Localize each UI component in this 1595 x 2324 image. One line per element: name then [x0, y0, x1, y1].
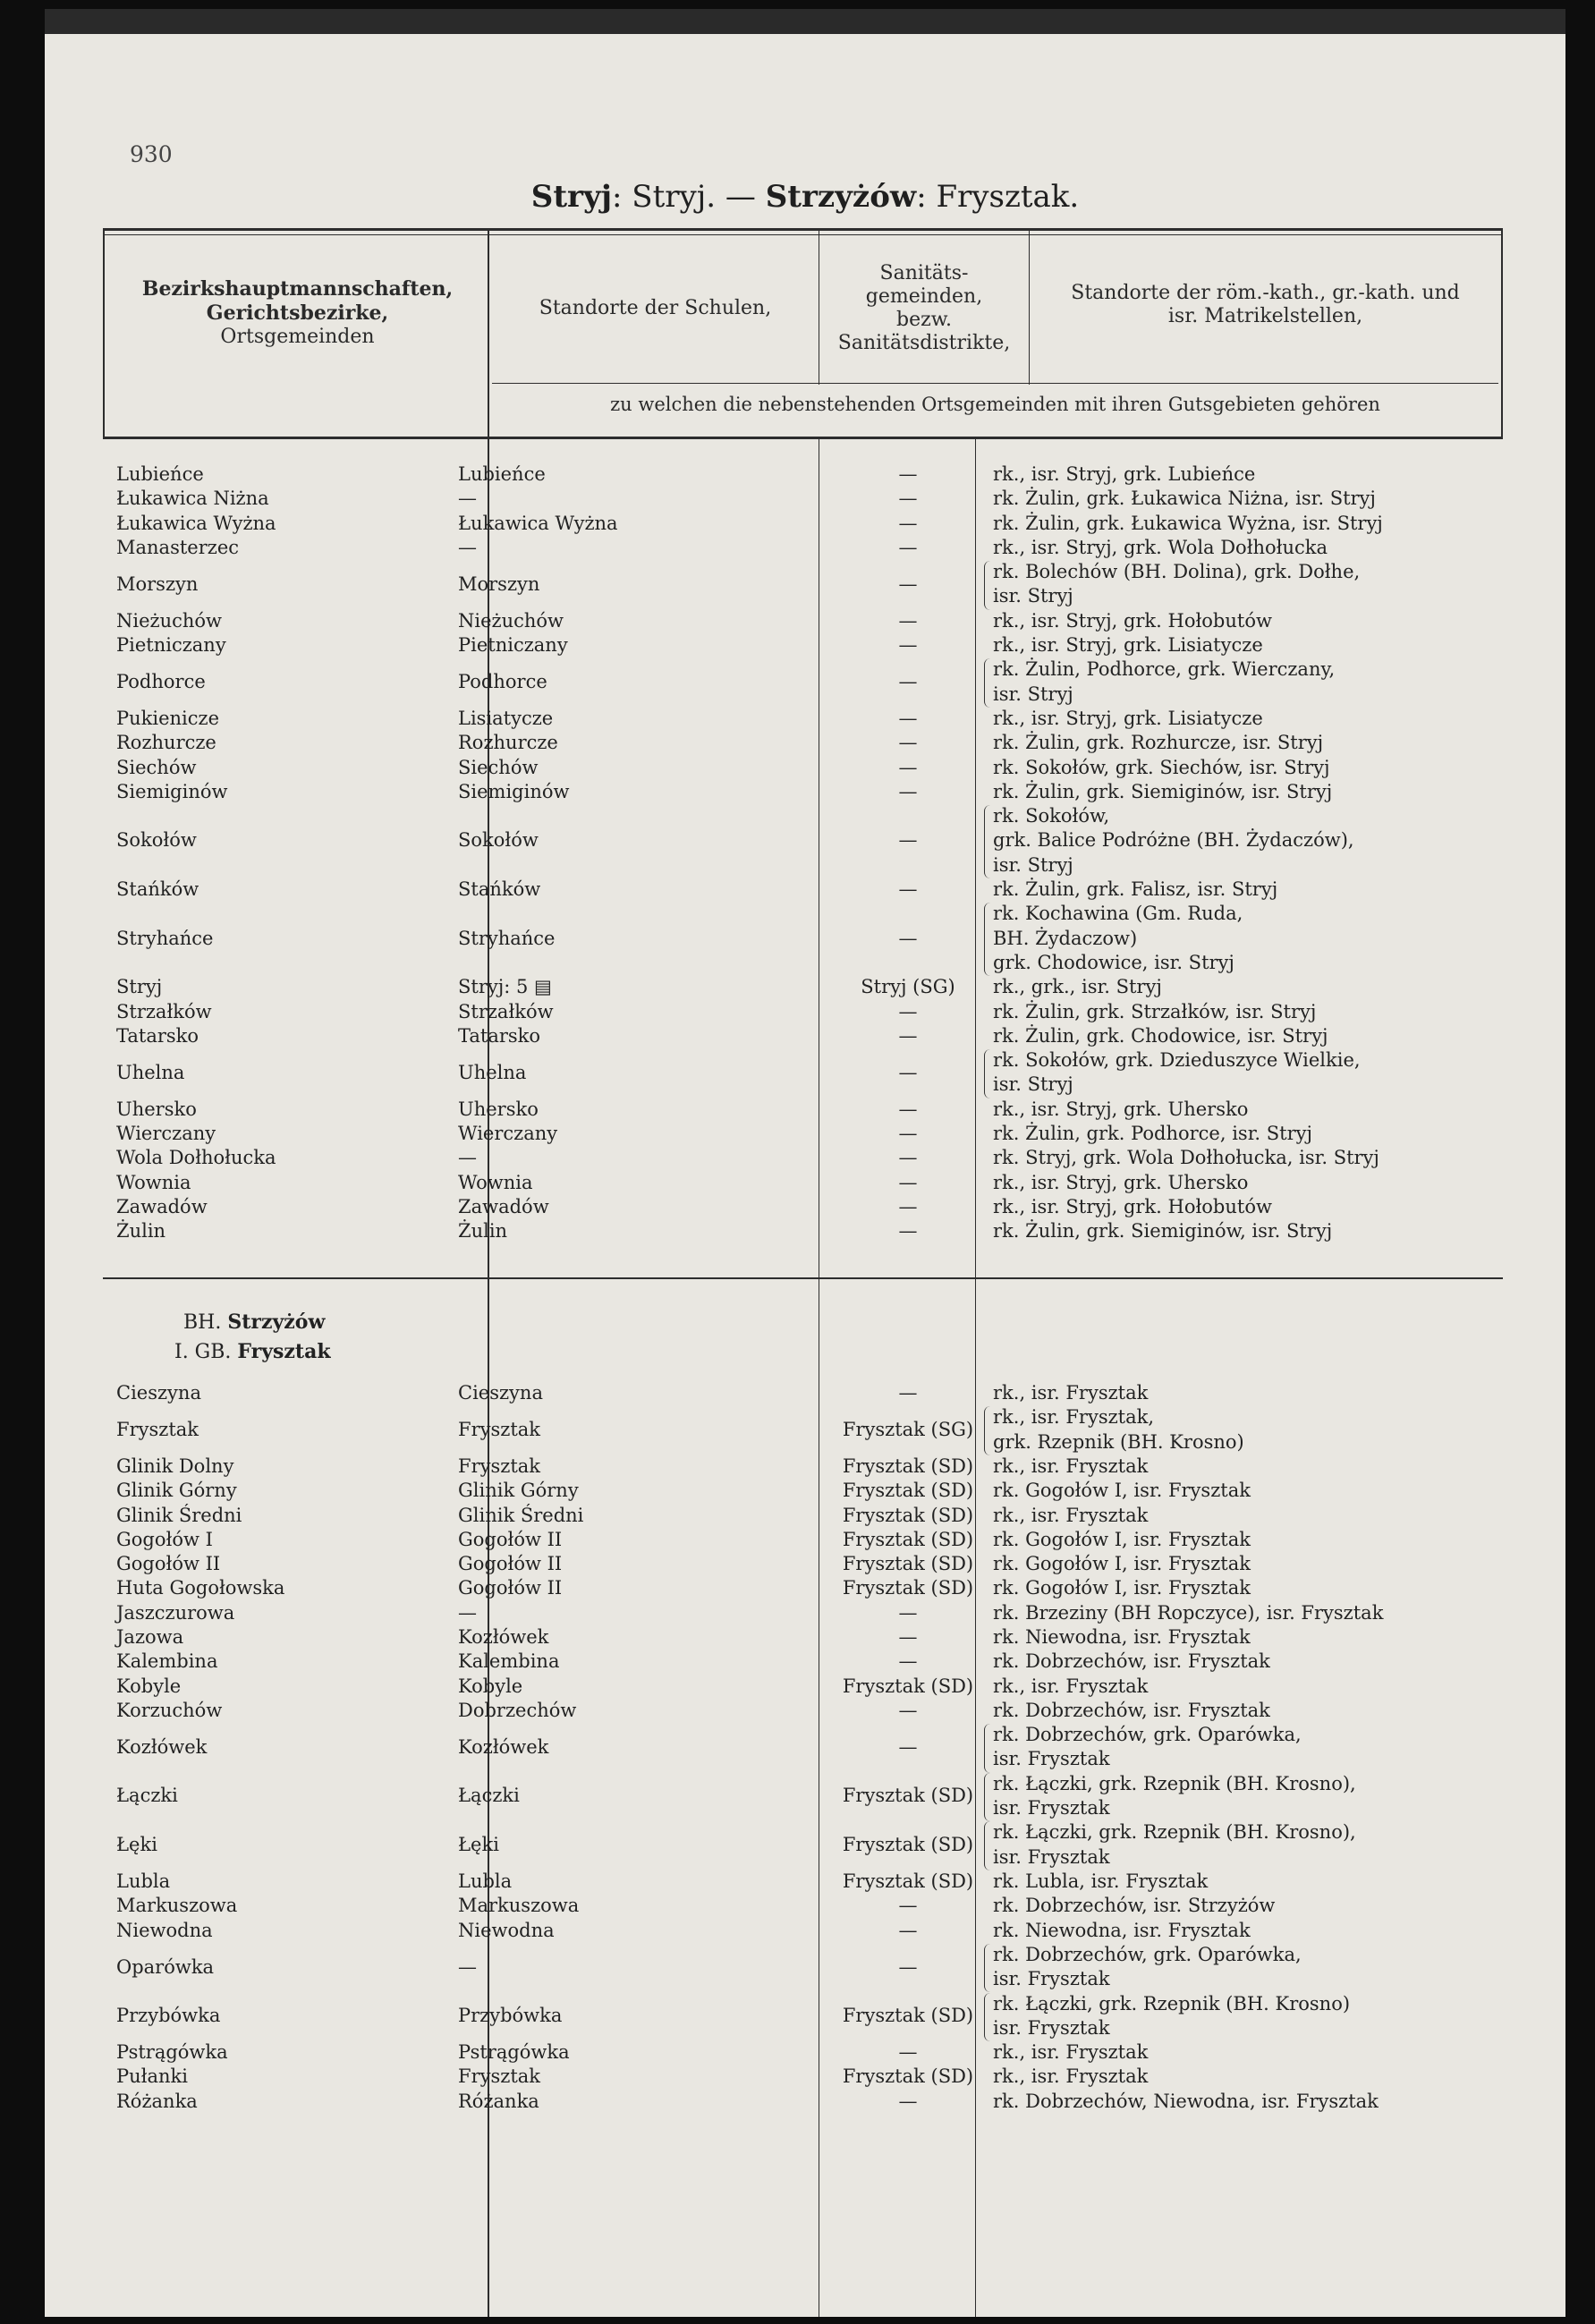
cell-gemeinde: Łączki	[116, 1785, 178, 1807]
cell-gemeinde: Glinik Dolny	[116, 1455, 234, 1477]
cell-schule: Uhelna	[458, 1061, 527, 1083]
cell-schule: Siechów	[458, 756, 539, 778]
cell-gemeinde: Lubla	[116, 1870, 171, 1892]
cell-matrikel: rk. Żulin, grk. Rozhurcze, isr. Stryj	[993, 732, 1324, 754]
cell-schule: Morszyn	[458, 573, 540, 595]
cell-gemeinde: Łukawica Wyżna	[116, 512, 276, 534]
cell-schule: Glinik Górny	[458, 1480, 579, 1502]
cell-gemeinde: Nieżuchów	[116, 609, 223, 632]
cell-matrikel: rk., isr. Stryj, grk. Hołobutów	[993, 1196, 1272, 1217]
cell-sanitat: —	[898, 829, 918, 852]
cell-matrikel: rk., isr. Frysztak	[993, 2065, 1149, 2088]
cell-schule: Kalembina	[458, 1650, 560, 1673]
cell-matrikel: rk. Gogołów I, isr. Frysztak	[993, 1480, 1251, 1502]
cell-matrikel: rk. Sokołów, grk. Siechów, isr. Stryj	[993, 756, 1330, 778]
title-district1: Stryj	[530, 179, 613, 215]
cell-sanitat: —	[898, 732, 918, 754]
cell-gemeinde: Korzuchów	[116, 1699, 223, 1721]
cell-gemeinde: Żulin	[116, 1220, 166, 1243]
cell-schule: Frysztak	[458, 2065, 540, 2088]
cell-gemeinde: Różanka	[116, 2090, 198, 2112]
title-separator: —	[725, 179, 756, 215]
cell-sanitat: —	[898, 671, 918, 693]
brace-mark	[984, 1821, 990, 1870]
cell-matrikel: rk. Bolechów (BH. Dolina), grk. Dołhe,	[993, 561, 1361, 583]
cell-schule: Frysztak	[458, 1455, 540, 1477]
cell-matrikel: isr. Frysztak	[993, 1968, 1110, 1990]
cell-sanitat: Frysztak (SD)	[842, 1834, 974, 1856]
cell-schule: Lisiatycze	[458, 708, 554, 729]
cell-gemeinde: Huta Gogołowska	[116, 1577, 285, 1599]
cell-sanitat: —	[898, 1024, 918, 1047]
cell-matrikel: rk., isr. Frysztak	[993, 1455, 1149, 1477]
cell-sanitat: —	[898, 1000, 918, 1022]
cell-sanitat: —	[898, 1626, 918, 1648]
header-mid-rule	[492, 383, 1498, 384]
cell-schule: Sokołów	[458, 829, 539, 852]
cell-sanitat: —	[898, 1098, 918, 1120]
cell-matrikel: rk. Żulin, grk. Falisz, isr. Stryj	[993, 878, 1278, 901]
cell-sanitat: —	[898, 878, 918, 901]
cell-sanitat: —	[898, 1601, 918, 1624]
page-title: Stryj: Stryj. — Strzyżów: Frysztak.	[530, 179, 1080, 215]
header-col1-line3: Ortsgemeinden	[220, 326, 375, 348]
cell-sanitat: —	[898, 512, 918, 534]
cell-schule: Łęki	[458, 1834, 499, 1856]
cell-matrikel: isr. Stryj	[993, 585, 1073, 607]
cell-schule: Żulin	[458, 1220, 508, 1243]
cell-matrikel: rk., isr. Frysztak	[993, 1382, 1149, 1404]
cell-matrikel: rk., isr. Frysztak	[993, 1504, 1149, 1526]
cell-sanitat: —	[898, 927, 918, 949]
cell-matrikel: rk. Łączki, grk. Rzepnik (BH. Krosno),	[993, 1821, 1356, 1844]
cell-sanitat: Frysztak (SD)	[842, 2005, 974, 2027]
brace-mark	[984, 1773, 990, 1822]
cell-schule: Wownia	[458, 1171, 533, 1193]
cell-schule: Przybówka	[458, 2005, 563, 2027]
cell-sanitat: Frysztak (SD)	[842, 1553, 974, 1575]
cell-schule: Podhorce	[458, 671, 547, 693]
cell-gemeinde: Podhorce	[116, 671, 206, 693]
cell-matrikel: rk. Żulin, grk. Siemiginów, isr. Stryj	[993, 1220, 1333, 1243]
cell-sanitat: Frysztak (SD)	[842, 1577, 974, 1599]
cell-gemeinde: Zawadów	[116, 1196, 208, 1217]
brace-mark	[984, 903, 990, 976]
cell-schule: Kobyle	[458, 1675, 523, 1697]
cell-gemeinde: Wownia	[116, 1171, 191, 1193]
cell-schule: Różanka	[458, 2090, 539, 2112]
cell-matrikel: rk., isr. Frysztak	[993, 1675, 1149, 1697]
cell-schule: Gogołów II	[458, 1528, 563, 1550]
cell-sanitat: —	[898, 1895, 918, 1917]
cell-sanitat: —	[898, 1919, 918, 1941]
cell-matrikel: rk., isr. Frysztak	[993, 2041, 1149, 2064]
header-col1-line2: Gerichtsbezirke,	[206, 301, 389, 325]
cell-sanitat: —	[898, 1171, 918, 1193]
cell-sanitat: —	[898, 1220, 918, 1243]
cell-matrikel: rk. Gogołów I, isr. Frysztak	[993, 1528, 1251, 1550]
cell-matrikel: rk. Niewodna, isr. Frysztak	[993, 1626, 1251, 1648]
cell-schule: Stryj: 5 ▤	[458, 976, 552, 998]
cell-sanitat: —	[898, 573, 918, 595]
cell-gemeinde: Łukawica Niżna	[116, 488, 269, 510]
cell-matrikel: rk., grk., isr. Stryj	[993, 976, 1162, 998]
cell-matrikel: BH. Żydaczow)	[993, 927, 1138, 949]
cell-gemeinde: Rozhurcze	[116, 732, 216, 754]
cell-gemeinde: Lubieńce	[116, 463, 204, 485]
title-court2: Frysztak	[936, 179, 1070, 215]
cell-sanitat: —	[898, 1123, 918, 1145]
cell-sanitat: Frysztak (SD)	[842, 1504, 974, 1526]
cell-sanitat: Stryj (SG)	[861, 976, 955, 998]
table-top-rule	[103, 228, 1503, 231]
cell-schule: Gogołów II	[458, 1553, 563, 1575]
cell-matrikel: rk. Stryj, grk. Wola Dołhołucka, isr. Stryj	[993, 1147, 1379, 1169]
cell-gemeinde: Kalembina	[116, 1650, 218, 1673]
header-bottom-rule	[103, 437, 1503, 439]
gb-name: Frysztak	[237, 1340, 331, 1363]
cell-gemeinde: Sokołów	[116, 829, 197, 852]
cell-gemeinde: Stryhańce	[116, 927, 214, 949]
cell-gemeinde: Kozłówek	[116, 1735, 208, 1758]
cell-matrikel: rk. Lubla, isr. Frysztak	[993, 1870, 1209, 1892]
cell-schule: Lubieńce	[458, 463, 546, 485]
brace-mark	[984, 1944, 990, 1993]
header-col4-line2: isr. Matrikelstellen,	[1167, 305, 1363, 327]
left-border	[103, 228, 105, 439]
cell-matrikel: rk., isr. Stryj, grk. Lubieńce	[993, 463, 1256, 485]
cell-matrikel: rk., isr. Stryj, grk. Uhersko	[993, 1171, 1249, 1193]
cell-gemeinde: Pietniczany	[116, 634, 226, 657]
cell-gemeinde: Oparówka	[116, 1955, 215, 1978]
cell-sanitat: —	[898, 1650, 918, 1673]
cell-gemeinde: Jazowa	[116, 1626, 184, 1648]
page-number: 930	[130, 141, 173, 167]
cell-matrikel: grk. Chodowice, isr. Stryj	[993, 951, 1234, 973]
cell-matrikel: rk. Żulin, grk. Łukawica Niżna, isr. Stryj	[993, 488, 1376, 510]
cell-schule: Stańków	[458, 878, 541, 901]
cell-gemeinde: Pstrągówka	[116, 2041, 228, 2064]
cell-gemeinde: Jaszczurowa	[116, 1601, 235, 1624]
cell-gemeinde: Manasterzec	[116, 536, 240, 558]
header-col3-line2: gemeinden,	[865, 285, 983, 308]
right-border	[1501, 228, 1503, 439]
cell-sanitat: —	[898, 2041, 918, 2064]
cell-schule: Glinik Średni	[458, 1504, 584, 1526]
cell-sanitat: —	[898, 1699, 918, 1721]
cell-sanitat: —	[898, 756, 918, 778]
cell-gemeinde: Morszyn	[116, 573, 199, 595]
cell-gemeinde: Przybówka	[116, 2005, 221, 2027]
cell-schule: Frysztak	[458, 1418, 540, 1440]
cell-sanitat: —	[898, 1061, 918, 1083]
cell-sanitat: —	[898, 1382, 918, 1404]
cell-sanitat: —	[898, 488, 918, 510]
cell-matrikel: isr. Frysztak	[993, 1748, 1110, 1770]
cell-schule: Lubla	[458, 1870, 513, 1892]
cell-gemeinde: Wola Dołhołucka	[116, 1147, 276, 1169]
cell-gemeinde: Pukienicze	[116, 708, 220, 729]
cell-matrikel: rk. Dobrzechów, Niewodna, isr. Frysztak	[993, 2090, 1379, 2112]
cell-sanitat: Frysztak (SD)	[842, 1480, 974, 1502]
cell-matrikel: isr. Frysztak	[993, 1797, 1110, 1819]
brace-mark	[984, 658, 990, 708]
cell-matrikel: rk. Sokołów, grk. Dzieduszyce Wielkie,	[993, 1049, 1361, 1072]
cell-matrikel: rk. Kochawina (Gm. Ruda,	[993, 903, 1243, 925]
header-col2: Standorte der Schulen,	[539, 297, 772, 319]
cell-sanitat: —	[898, 463, 918, 485]
cell-gemeinde: Glinik Górny	[116, 1480, 237, 1502]
cell-sanitat: —	[898, 536, 918, 558]
cell-matrikel: isr. Frysztak	[993, 2016, 1110, 2039]
brace-mark	[984, 1049, 990, 1098]
title-district2: Strzyżów	[765, 179, 917, 215]
cell-gemeinde: Siechów	[116, 756, 197, 778]
cell-schule: —	[458, 1147, 477, 1169]
section-divider-rule	[103, 1277, 1503, 1279]
cell-sanitat: —	[898, 634, 918, 657]
bh-prefix: BH.	[183, 1311, 222, 1334]
cell-schule: Rozhurcze	[458, 732, 558, 754]
cell-matrikel: rk. Łączki, grk. Rzepnik (BH. Krosno),	[993, 1772, 1356, 1794]
cell-matrikel: rk. Brzeziny (BH Ropczyce), isr. Frysztak	[993, 1601, 1384, 1624]
cell-matrikel: rk. Dobrzechów, grk. Oparówka,	[993, 1724, 1302, 1746]
cell-gemeinde: Stańków	[116, 878, 199, 901]
cell-sanitat: —	[898, 609, 918, 632]
header-col4-line1: Standorte der röm.-kath., gr.-kath. und	[1071, 282, 1460, 304]
cell-matrikel: rk., isr. Stryj, grk. Uhersko	[993, 1098, 1249, 1120]
header-col4	[1030, 282, 1501, 328]
title-court1: Stryj	[632, 179, 707, 215]
cell-matrikel: isr. Stryj	[993, 683, 1073, 705]
cell-matrikel: rk. Żulin, grk. Łukawica Wyżna, isr. Stryj	[993, 512, 1383, 534]
cell-gemeinde: Strzałków	[116, 1000, 212, 1022]
cell-matrikel: rk., isr. Stryj, grk. Lisiatycze	[993, 634, 1263, 657]
cell-matrikel: rk. Łączki, grk. Rzepnik (BH. Krosno)	[993, 1992, 1351, 2014]
cell-sanitat: Frysztak (SG)	[842, 1418, 974, 1440]
cell-gemeinde: Frysztak	[116, 1418, 199, 1440]
header-col1-line1: Bezirkshauptmannschaften,	[141, 277, 454, 301]
cell-sanitat: Frysztak (SD)	[842, 1785, 974, 1807]
cell-matrikel: rk. Żulin, grk. Strzałków, isr. Stryj	[993, 1000, 1317, 1022]
cell-schule: Niewodna	[458, 1919, 555, 1941]
cell-matrikel: grk. Balice Podróżne (BH. Żydaczów),	[993, 829, 1354, 852]
cell-schule: Gogołów II	[458, 1577, 563, 1599]
cell-sanitat: —	[898, 1955, 918, 1978]
cell-sanitat: —	[898, 780, 918, 802]
cell-matrikel: rk. Żulin, grk. Chodowice, isr. Stryj	[993, 1024, 1328, 1047]
cell-gemeinde: Markuszowa	[116, 1895, 238, 1917]
cell-gemeinde: Cieszyna	[116, 1382, 201, 1404]
cell-gemeinde: Uhelna	[116, 1061, 185, 1083]
cell-matrikel: rk., isr. Frysztak,	[993, 1406, 1155, 1429]
cell-gemeinde: Niewodna	[116, 1919, 213, 1941]
cell-schule: —	[458, 536, 477, 558]
cell-schule: Cieszyna	[458, 1382, 543, 1404]
scan-top-band	[45, 9, 1565, 34]
cell-gemeinde: Siemiginów	[116, 780, 228, 802]
section2-gb-heading	[174, 1340, 331, 1363]
header-col3	[819, 262, 1029, 355]
bh-name: Strzyżów	[227, 1310, 326, 1334]
cell-schule: Nieżuchów	[458, 609, 564, 632]
document-page	[45, 9, 1565, 2317]
cell-sanitat: Frysztak (SD)	[842, 1455, 974, 1477]
cell-schule: Kozłówek	[458, 1735, 549, 1758]
cell-sanitat: Frysztak (SD)	[842, 2065, 974, 2088]
header-col3-line1: Sanitäts-	[879, 262, 969, 284]
cell-gemeinde: Stryj	[116, 976, 163, 998]
cell-gemeinde: Wierczany	[116, 1123, 216, 1145]
cell-schule: Kozłówek	[458, 1626, 549, 1648]
cell-gemeinde: Gogołów II	[116, 1553, 221, 1575]
cell-matrikel: isr. Stryj	[993, 853, 1073, 876]
cell-matrikel: rk. Sokołów,	[993, 805, 1110, 827]
cell-sanitat: —	[898, 1147, 918, 1169]
header-subtitle: zu welchen die nebenstehenden Ortsgemeinden mit ihren Gutsgebieten gehören	[610, 394, 1380, 415]
col-divider-1	[488, 228, 489, 2317]
section2-bh-heading	[183, 1310, 325, 1334]
cell-matrikel: rk., isr. Stryj, grk. Lisiatycze	[993, 708, 1263, 729]
cell-gemeinde: Glinik Średni	[116, 1504, 242, 1526]
cell-matrikel: rk., isr. Stryj, grk. Hołobutów	[993, 609, 1272, 632]
cell-gemeinde: Pułanki	[116, 2065, 188, 2088]
cell-matrikel: rk. Dobrzechów, isr. Frysztak	[993, 1650, 1270, 1673]
cell-matrikel: rk. Dobrzechów, grk. Oparówka,	[993, 1943, 1302, 1965]
cell-matrikel: rk., isr. Stryj, grk. Wola Dołhołucka	[993, 536, 1328, 558]
cell-schule: Zawadów	[458, 1196, 549, 1217]
gb-prefix: I. GB.	[174, 1341, 232, 1363]
cell-gemeinde: Łęki	[116, 1834, 157, 1856]
cell-matrikel: rk. Gogołów I, isr. Frysztak	[993, 1553, 1251, 1575]
cell-schule: Łączki	[458, 1785, 520, 1807]
header-col1	[107, 277, 488, 349]
cell-gemeinde: Kobyle	[116, 1675, 182, 1697]
cell-schule: —	[458, 1955, 477, 1978]
header-col3-line4: Sanitätsdistrikte,	[837, 332, 1011, 354]
cell-sanitat: —	[898, 2090, 918, 2112]
cell-schule: Dobrzechów	[458, 1699, 577, 1721]
table-top-rule-thin	[103, 234, 1503, 235]
cell-schule: Pstrągówka	[458, 2041, 570, 2064]
cell-schule: Tatarsko	[458, 1024, 541, 1047]
cell-matrikel: rk. Żulin, grk. Podhorce, isr. Stryj	[993, 1123, 1313, 1145]
cell-sanitat: —	[898, 1735, 918, 1758]
cell-schule: Wierczany	[458, 1123, 558, 1145]
cell-gemeinde: Uhersko	[116, 1098, 197, 1120]
cell-sanitat: —	[898, 708, 918, 729]
cell-schule: —	[458, 488, 477, 510]
cell-schule: —	[458, 1601, 477, 1624]
brace-mark	[984, 1406, 990, 1455]
cell-matrikel: rk. Dobrzechów, isr. Frysztak	[993, 1699, 1270, 1721]
brace-mark	[984, 1724, 990, 1773]
cell-gemeinde: Gogołów I	[116, 1528, 213, 1550]
cell-schule: Markuszowa	[458, 1895, 580, 1917]
cell-schule: Siemiginów	[458, 780, 570, 802]
cell-matrikel: isr. Frysztak	[993, 1845, 1110, 1868]
cell-matrikel: rk. Żulin, grk. Siemiginów, isr. Stryj	[993, 780, 1333, 802]
cell-matrikel: rk. Dobrzechów, isr. Strzyżów	[993, 1895, 1276, 1917]
brace-mark	[984, 1993, 990, 2042]
cell-sanitat: Frysztak (SD)	[842, 1870, 974, 1892]
cell-schule: Uhersko	[458, 1098, 539, 1120]
cell-schule: Strzałków	[458, 1000, 554, 1022]
header-col3-line3: bezw.	[896, 309, 952, 331]
cell-gemeinde: Tatarsko	[116, 1024, 199, 1047]
cell-matrikel: rk. Żulin, Podhorce, grk. Wierczany,	[993, 658, 1336, 681]
cell-schule: Łukawica Wyżna	[458, 512, 618, 534]
cell-sanitat: Frysztak (SD)	[842, 1528, 974, 1550]
cell-matrikel: rk. Niewodna, isr. Frysztak	[993, 1919, 1251, 1941]
cell-matrikel: grk. Rzepnik (BH. Krosno)	[993, 1430, 1244, 1453]
cell-sanitat: —	[898, 1196, 918, 1217]
cell-sanitat: Frysztak (SD)	[842, 1675, 974, 1697]
brace-mark	[984, 805, 990, 878]
cell-schule: Stryhańce	[458, 927, 556, 949]
cell-matrikel: rk. Gogołów I, isr. Frysztak	[993, 1577, 1251, 1599]
cell-matrikel: isr. Stryj	[993, 1073, 1073, 1096]
brace-mark	[984, 561, 990, 610]
cell-schule: Pietniczany	[458, 634, 568, 657]
